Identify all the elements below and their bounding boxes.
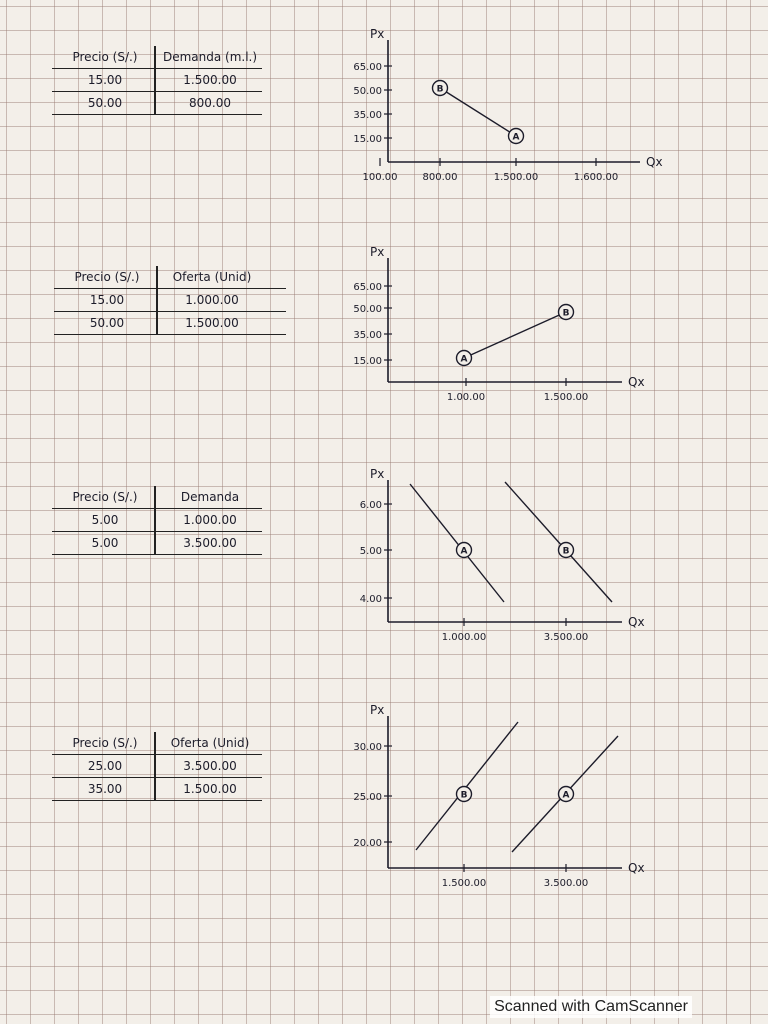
cell-precio: 5.00 bbox=[91, 513, 119, 527]
x-tick-label: 1.00.00 bbox=[446, 392, 486, 403]
cell-cantidad: 1.500.00 bbox=[185, 316, 239, 330]
x-axis-label: Qx bbox=[646, 155, 663, 169]
table-demanda-2 bbox=[52, 486, 262, 555]
x-tick-label: 1.500.00 bbox=[543, 392, 589, 403]
y-tick-label: 35.00 bbox=[353, 330, 382, 341]
table-header bbox=[54, 266, 286, 289]
cell-cantidad: 1.500.00 bbox=[183, 782, 237, 796]
col-header-cantidad: Demanda bbox=[180, 490, 240, 504]
cell-precio: 50.00 bbox=[87, 96, 123, 110]
data-point-label: B bbox=[460, 790, 468, 801]
y-tick-label: 6.00 bbox=[359, 500, 382, 511]
cell-cantidad: 3.500.00 bbox=[183, 536, 237, 550]
data-point-label: A bbox=[562, 790, 570, 801]
y-axis-label: Px bbox=[370, 467, 385, 481]
cell-precio: 5.00 bbox=[91, 536, 119, 550]
table-row bbox=[52, 778, 262, 801]
x-tick-label: 3.500.00 bbox=[543, 632, 589, 643]
col-header-cantidad: Oferta (Unid) bbox=[170, 736, 250, 750]
cell-precio: 50.00 bbox=[89, 316, 125, 330]
curve-line bbox=[440, 88, 516, 136]
x-tick-label: 100.00 bbox=[362, 172, 398, 183]
table-header bbox=[52, 732, 262, 755]
curve-line bbox=[410, 484, 504, 602]
y-tick-label: 25.00 bbox=[353, 792, 382, 803]
table-oferta-2 bbox=[52, 732, 262, 801]
data-point-label: B bbox=[562, 308, 570, 319]
x-axis-label: Qx bbox=[628, 615, 645, 629]
col-header-cantidad: Oferta (Unid) bbox=[172, 270, 252, 284]
y-axis-label: Px bbox=[370, 245, 385, 259]
table-row bbox=[52, 92, 262, 115]
y-tick-label: 4.00 bbox=[359, 594, 382, 605]
chart-demanda-1 bbox=[300, 26, 680, 196]
table-row bbox=[52, 755, 262, 778]
x-tick-label: 1.600.00 bbox=[573, 172, 619, 183]
scanner-watermark: Scanned with CamScanner bbox=[490, 996, 692, 1018]
x-axis-label: Qx bbox=[628, 375, 645, 389]
col-header-precio: Precio (S/.) bbox=[72, 736, 138, 750]
curve-line bbox=[505, 482, 612, 602]
x-tick-label: 800.00 bbox=[422, 172, 458, 183]
col-header-cantidad: Demanda (m.l.) bbox=[162, 50, 258, 64]
y-tick-label: 30.00 bbox=[353, 742, 382, 753]
cell-cantidad: 3.500.00 bbox=[183, 759, 237, 773]
table-row bbox=[52, 509, 262, 532]
curve-line bbox=[416, 722, 518, 850]
col-header-precio: Precio (S/.) bbox=[72, 490, 138, 504]
table-oferta-1 bbox=[54, 266, 286, 335]
cell-precio: 25.00 bbox=[87, 759, 123, 773]
cell-precio: 15.00 bbox=[87, 73, 123, 87]
cell-precio: 35.00 bbox=[87, 782, 123, 796]
col-header-precio: Precio (S/.) bbox=[74, 270, 140, 284]
cell-cantidad: 800.00 bbox=[189, 96, 231, 110]
y-tick-label: 50.00 bbox=[353, 304, 382, 315]
cell-precio: 15.00 bbox=[89, 293, 125, 307]
y-tick-label: 15.00 bbox=[353, 134, 382, 145]
cell-cantidad: 1.500.00 bbox=[183, 73, 237, 87]
y-tick-label: 50.00 bbox=[353, 86, 382, 97]
table-header bbox=[52, 486, 262, 509]
col-header-precio: Precio (S/.) bbox=[72, 50, 138, 64]
data-point-label: B bbox=[436, 84, 444, 95]
data-point-label: A bbox=[460, 546, 468, 557]
table-row bbox=[54, 312, 286, 335]
table-row bbox=[52, 532, 262, 555]
y-tick-label: 5.00 bbox=[359, 546, 382, 557]
cell-cantidad: 1.000.00 bbox=[183, 513, 237, 527]
chart-oferta-1 bbox=[300, 245, 680, 418]
data-point-label: B bbox=[562, 546, 570, 557]
y-tick-label: 65.00 bbox=[353, 282, 382, 293]
x-tick-label: 1.500.00 bbox=[441, 878, 487, 889]
data-point-label: A bbox=[512, 132, 520, 143]
table-row bbox=[54, 289, 286, 312]
y-axis-label: Px bbox=[370, 27, 385, 41]
curve-line bbox=[464, 312, 566, 358]
y-tick-label: 20.00 bbox=[353, 838, 382, 849]
x-tick-label: 1.000.00 bbox=[441, 632, 487, 643]
table-demanda-1 bbox=[52, 46, 262, 115]
x-tick-label: 1.500.00 bbox=[493, 172, 539, 183]
cell-cantidad: 1.000.00 bbox=[185, 293, 239, 307]
table-row bbox=[52, 69, 262, 92]
y-tick-label: 35.00 bbox=[353, 110, 382, 121]
chart-oferta-2 bbox=[300, 700, 680, 900]
table-header bbox=[52, 46, 262, 69]
y-axis-label: Px bbox=[370, 703, 385, 717]
y-tick-label: 65.00 bbox=[353, 62, 382, 73]
x-axis-label: Qx bbox=[628, 861, 645, 875]
chart-demanda-2 bbox=[300, 462, 680, 662]
y-tick-label: 15.00 bbox=[353, 356, 382, 367]
x-tick-label: 3.500.00 bbox=[543, 878, 589, 889]
data-point-label: A bbox=[460, 354, 468, 365]
